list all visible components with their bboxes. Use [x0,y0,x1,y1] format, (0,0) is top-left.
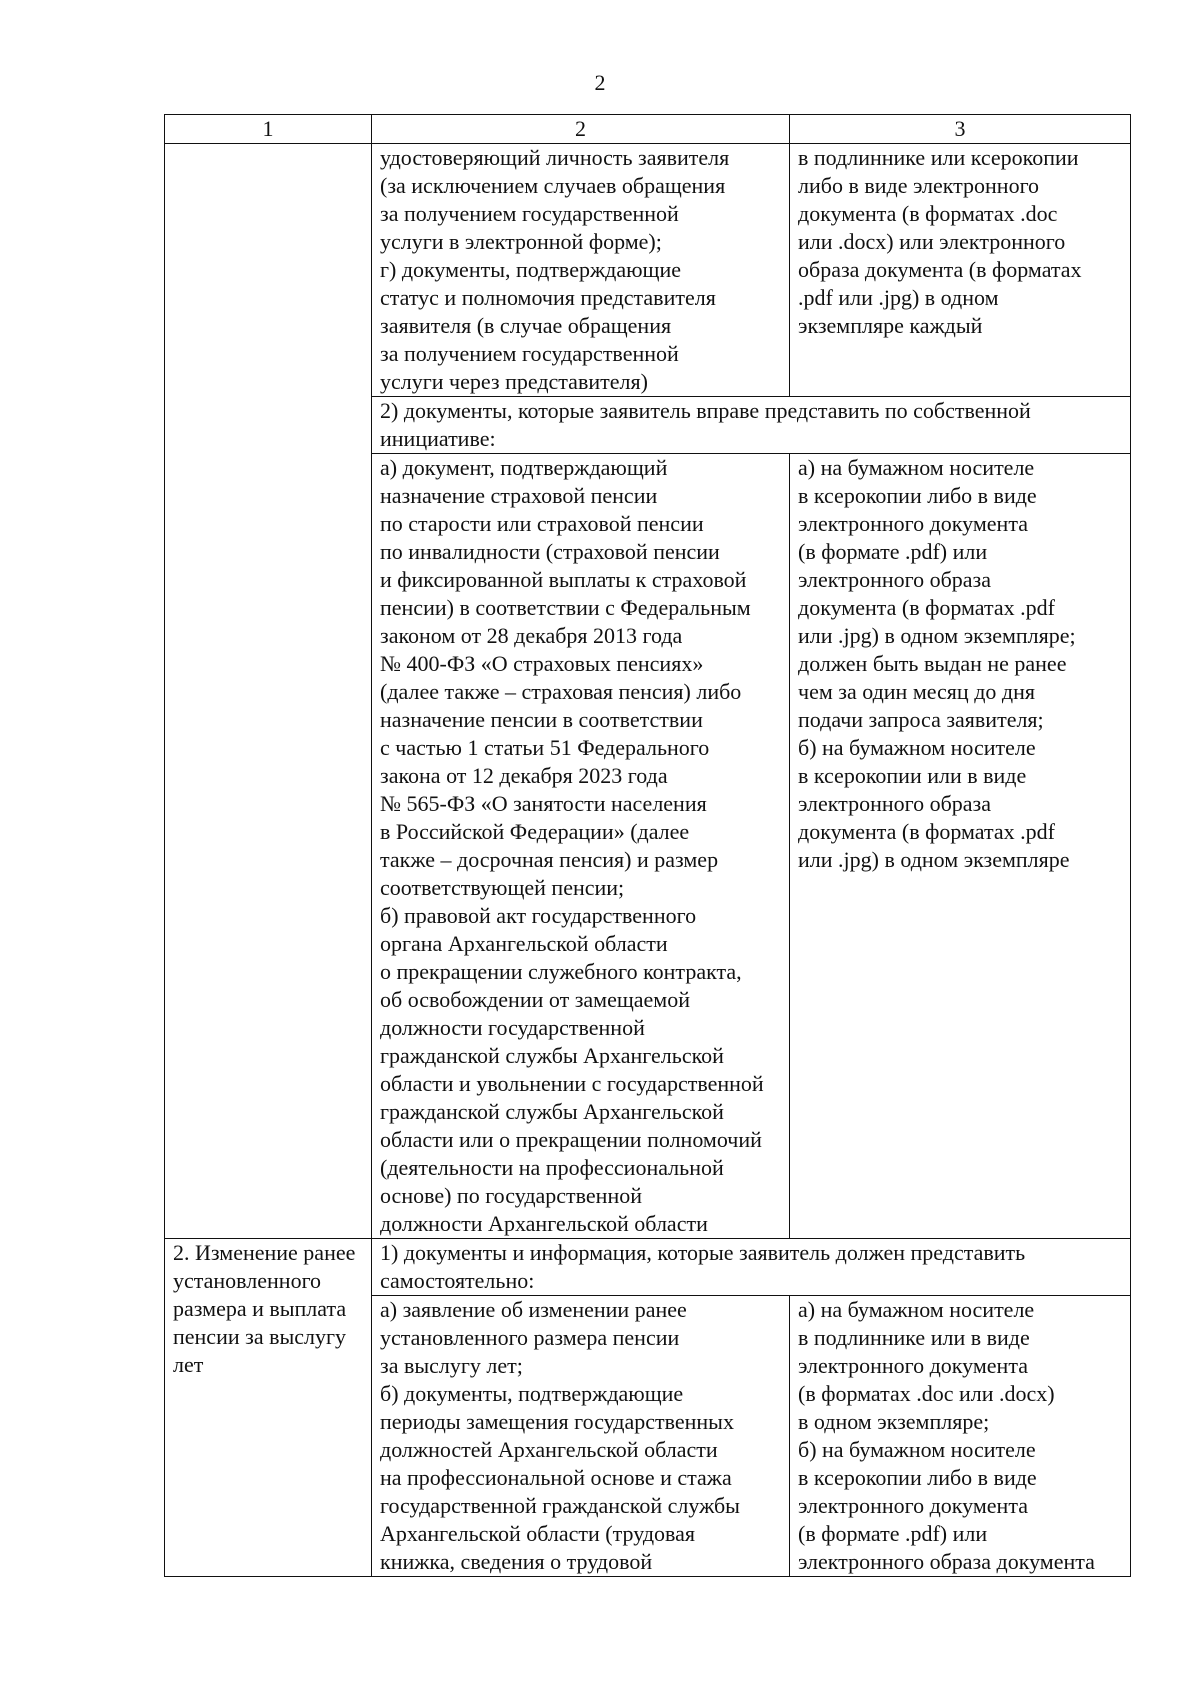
text-line: закона от 12 декабря 2023 года [380,763,668,788]
text-line: или .jpg) в одном экземпляре [798,847,1070,872]
text-line: в ксерокопии либо в виде [798,1465,1037,1490]
submission-form-cell [790,1296,1131,1577]
text-line: (в форматах .doc или .docx) [798,1381,1055,1406]
text-line: (в формате .pdf) или [798,539,988,564]
text-line: 1) документы и информация, которые заявитель должен представить [380,1240,1026,1265]
text-line: электронного документа [798,511,1028,536]
text-line: и фиксированной выплаты к страховой [380,567,747,592]
text-line: статус и полномочия представителя [380,285,716,310]
text-line: размера и выплата [173,1296,347,1321]
requirements-table [164,114,1131,1577]
text-line: об освобождении от замещаемой [380,987,690,1012]
text-line: электронного образа [798,791,992,816]
text-line: области и увольнении с государственной [380,1071,764,1096]
text-line: № 565-ФЗ «О занятости населения [380,791,707,816]
text-line: в подлиннике или ксерокопии [798,145,1079,170]
text-line: лет [173,1352,204,1377]
section-heading-cell [372,397,1131,454]
text-line: Архангельской области (трудовая [380,1521,696,1546]
submission-form-cell [790,454,1131,1239]
header-cell-2: 2 [372,115,790,144]
text-line: в ксерокопии либо в виде [798,483,1037,508]
text-line: гражданской службы Архангельской [380,1043,724,1068]
text-line: также – досрочная пенсия) и размер [380,847,719,872]
submission-form-cell [790,144,1131,397]
text-line: документа (в форматах .doc [798,201,1058,226]
text-line: удостоверяющий личность заявителя [380,145,730,170]
document-list-cell [372,454,790,1239]
text-line: в одном экземпляре; [798,1409,990,1434]
text-line: книжка, сведения о трудовой [380,1549,653,1574]
text-line: законом от 28 декабря 2013 года [380,623,683,648]
service-name-cell [165,1239,372,1577]
text-line: б) правовой акт государственного [380,903,697,928]
section-heading-cell [372,1239,1131,1296]
text-line: должен быть выдан не ранее [798,651,1067,676]
text-line: 2. Изменение ранее [173,1240,356,1265]
text-line: г) документы, подтверждающие [380,257,682,282]
text-line: а) документ, подтверждающий [380,455,668,480]
text-line: б) на бумажном носителе [798,1437,1036,1462]
text-line: в Российской Федерации» (далее [380,819,690,844]
text-line: б) на бумажном носителе [798,735,1036,760]
text-line: подачи запроса заявителя; [798,707,1044,732]
text-line: образа документа (в форматах [798,257,1082,282]
text-line: услуги через представителя) [380,369,648,394]
text-line: гражданской службы Архангельской [380,1099,724,1124]
text-line: по старости или страховой пенсии [380,511,704,536]
text-line: заявителя (в случае обращения [380,313,672,338]
text-line: электронного образа документа [798,1549,1095,1574]
text-line: за получением государственной [380,201,679,226]
text-line: по инвалидности (страховой пенсии [380,539,720,564]
text-line: (деятельности на профессиональной [380,1155,724,1180]
text-line: должности государственной [380,1015,645,1040]
text-line: электронного документа [798,1353,1028,1378]
text-line: самостоятельно: [380,1268,535,1293]
text-line: о прекращении служебного контракта, [380,959,742,984]
text-line: чем за один месяц до дня [798,679,1035,704]
text-line: за выслугу лет; [380,1353,523,1378]
text-line: или .jpg) в одном экземпляре; [798,623,1076,648]
text-line: установленного размера пенсии [380,1325,680,1350]
text-line: (за исключением случаев обращения [380,173,726,198]
text-line: назначение страховой пенсии [380,483,658,508]
text-line: электронного образа [798,567,992,592]
text-line: (далее также – страховая пенсия) либо [380,679,742,704]
text-line: (в формате .pdf) или [798,1521,988,1546]
text-line: должности Архангельской области [380,1211,708,1236]
text-line: № 400-ФЗ «О страховых пенсиях» [380,651,704,676]
text-line: назначение пенсии в соответствии [380,707,703,732]
text-line: на профессиональной основе и стажа [380,1465,732,1490]
text-line: области или о прекращении полномочий [380,1127,762,1152]
table-row [165,1239,1131,1296]
document-list-cell [372,1296,790,1577]
text-line: электронного документа [798,1493,1028,1518]
text-line: либо в виде электронного [798,173,1040,198]
text-line: инициативе: [380,426,496,451]
text-line: или .docx) или электронного [798,229,1066,254]
text-line: государственной гражданской службы [380,1493,740,1518]
text-line: экземпляре каждый [798,313,983,338]
page-number: 2 [594,70,606,95]
text-line: органа Архангельской области [380,931,668,956]
text-line: пенсии) в соответствии с Федеральным [380,595,751,620]
text-line: за получением государственной [380,341,679,366]
text-line: пенсии за выслугу [173,1324,347,1349]
text-line: основе) по государственной [380,1183,643,1208]
text-line: документа (в форматах .pdf [798,595,1055,620]
text-line: а) на бумажном носителе [798,1297,1035,1322]
service-name-cell-continued [165,144,372,1239]
header-cell-1: 1 [165,115,372,144]
text-line: 2) документы, которые заявитель вправе представить по собственной [380,398,1031,423]
text-line: в подлиннике или в виде [798,1325,1030,1350]
text-line: установленного [173,1268,322,1293]
text-line: а) заявление об изменении ранее [380,1297,687,1322]
text-line: б) документы, подтверждающие [380,1381,684,1406]
header-cell-3: 3 [790,115,1131,144]
text-line: а) на бумажном носителе [798,455,1035,480]
text-line: с частью 1 статьи 51 Федерального [380,735,710,760]
text-line: периоды замещения государственных [380,1409,734,1434]
text-line: должностей Архангельской области [380,1437,718,1462]
table-row [165,144,1131,397]
text-line: соответствующей пенсии; [380,875,625,900]
text-line: в ксерокопии или в виде [798,763,1027,788]
document-list-cell [372,144,790,397]
text-line: документа (в форматах .pdf [798,819,1055,844]
text-line: услуги в электронной форме); [380,229,662,254]
header-row [165,115,1131,144]
text-line: .pdf или .jpg) в одном [798,285,999,310]
